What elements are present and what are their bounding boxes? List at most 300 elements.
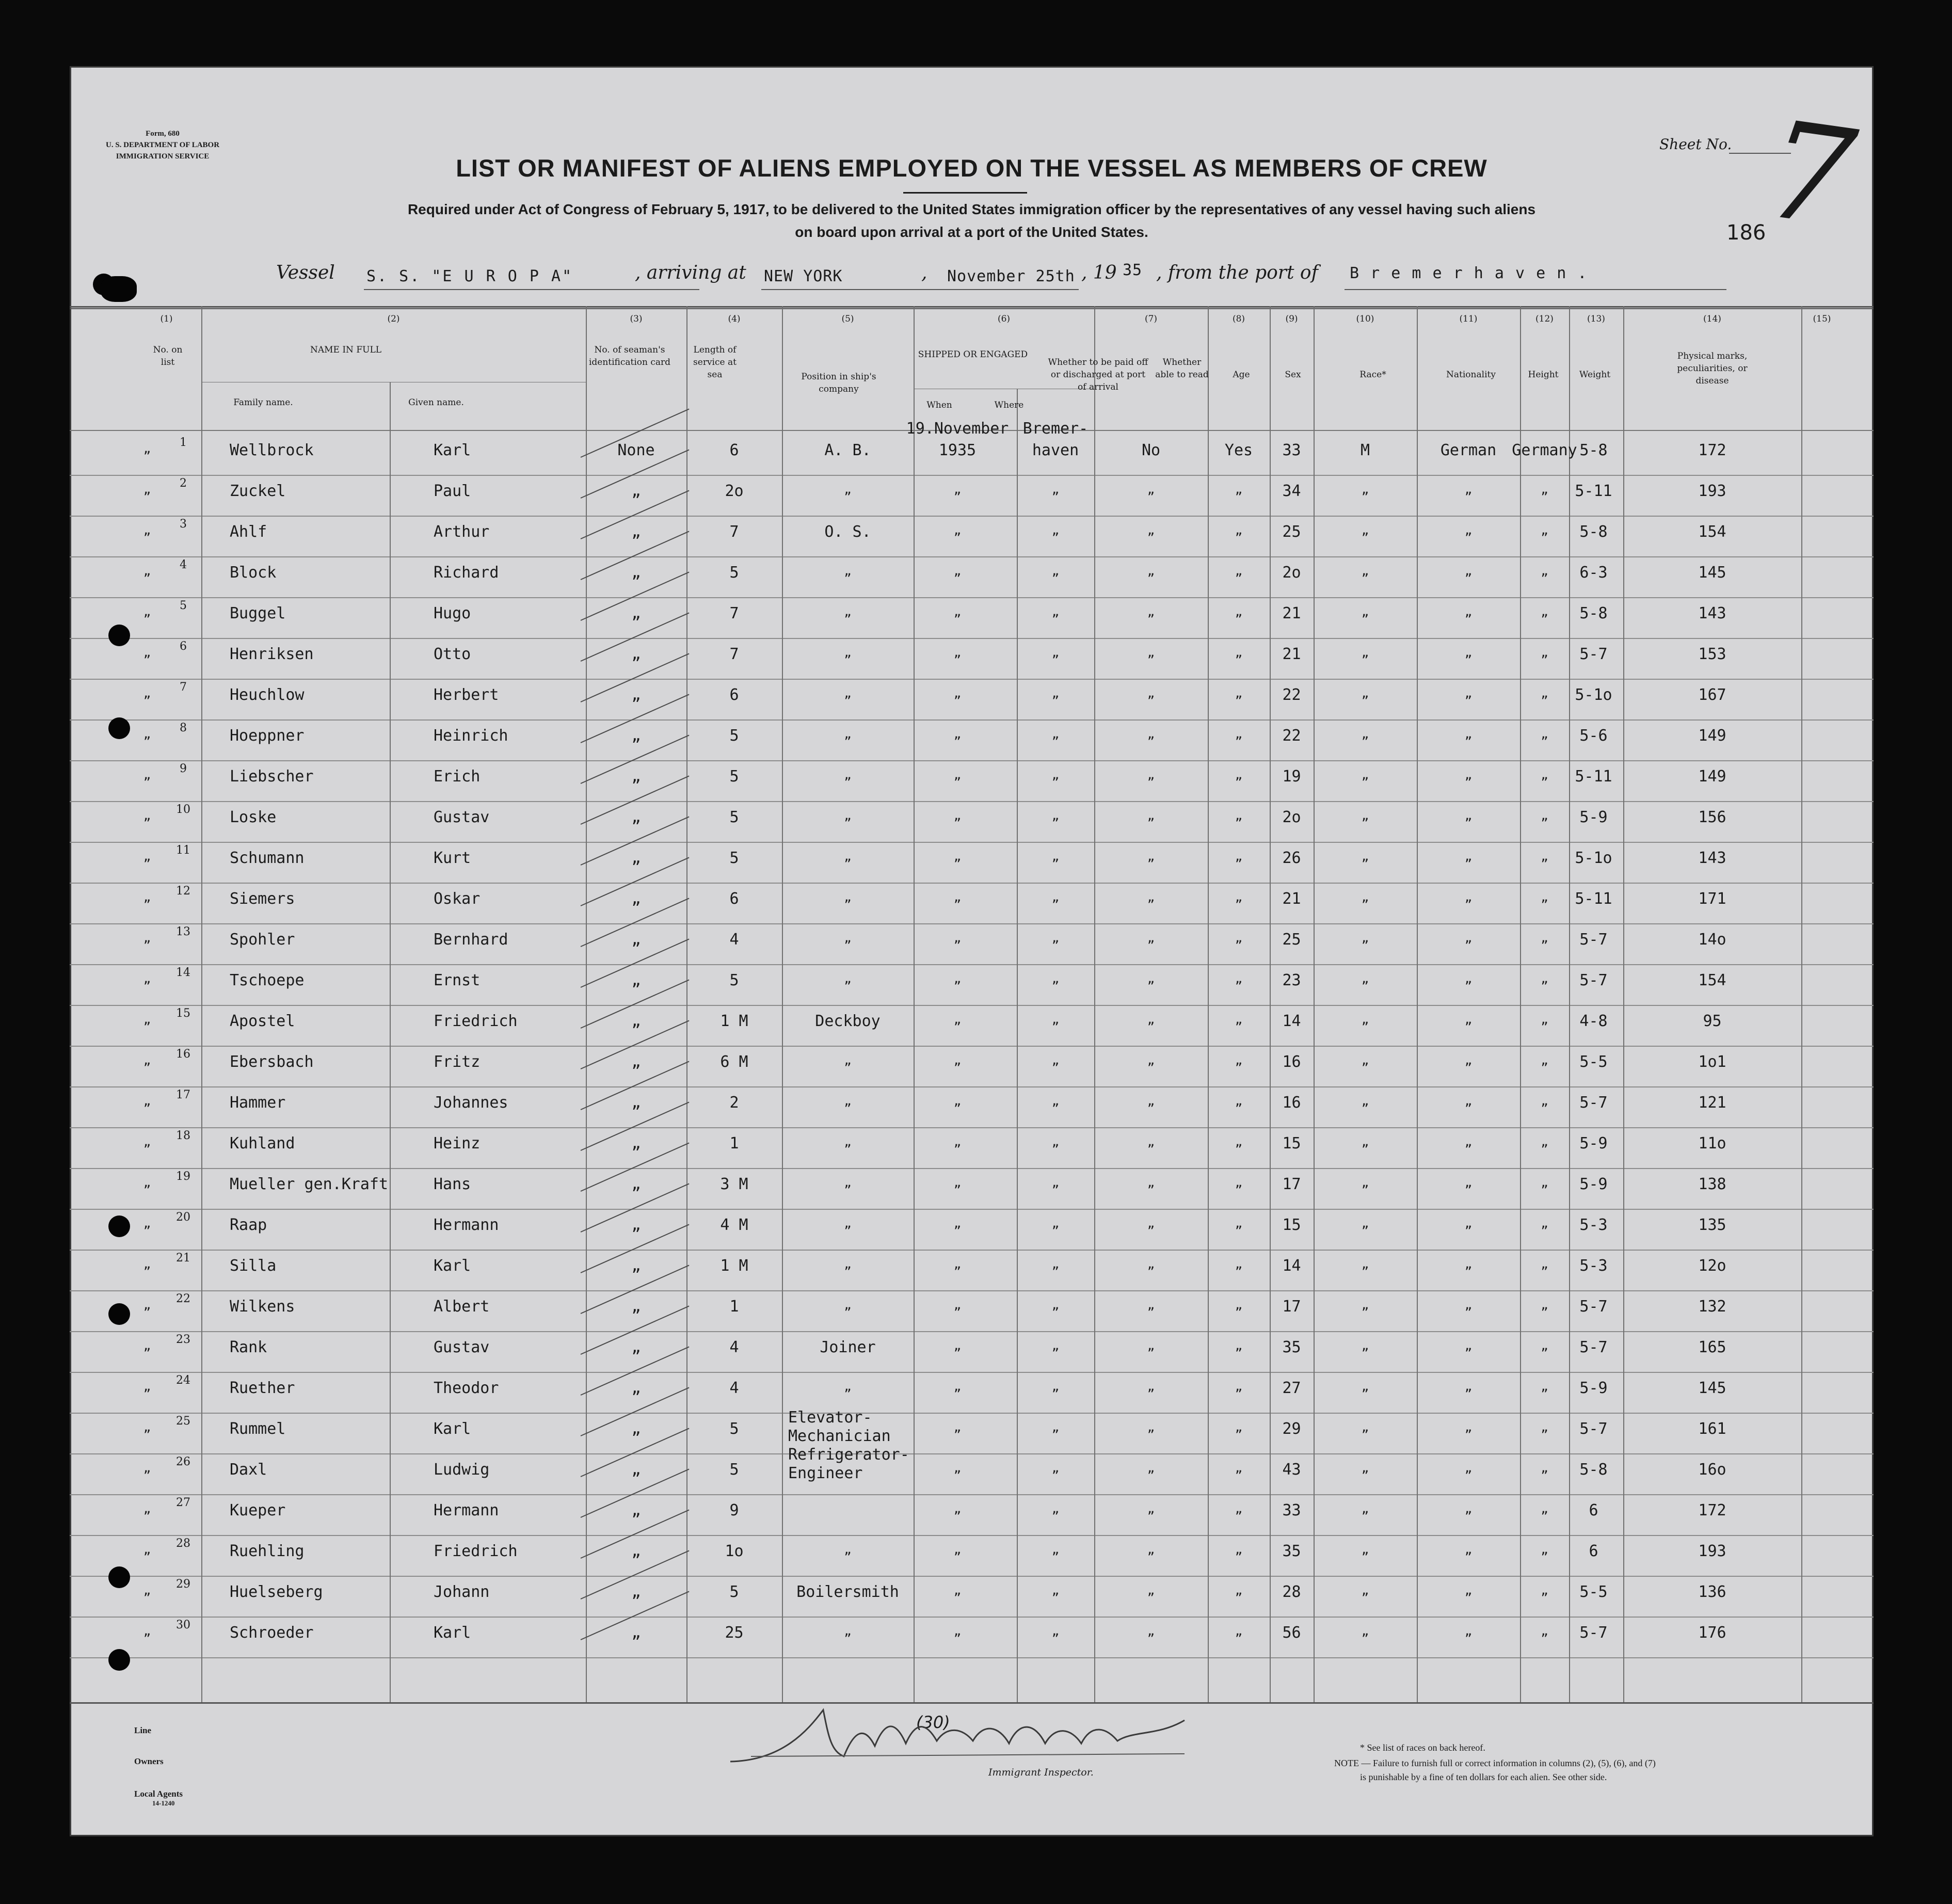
position-value: Joiner (820, 1338, 876, 1356)
physical-marks-ditto: „ (143, 1298, 151, 1312)
family-name: Block (230, 564, 277, 582)
inspector-signature (720, 1700, 1215, 1777)
ditto-mark: „ (1147, 1542, 1155, 1557)
ditto-mark: „ (1464, 1216, 1473, 1230)
row-number: 27 (176, 1496, 190, 1509)
ditto-mark: „ (1541, 890, 1548, 904)
height-value: 5-9 (1579, 808, 1608, 826)
ditto-mark: „ (1235, 1379, 1243, 1394)
ditto-mark: „ (953, 1216, 962, 1230)
given-name: Hugo (434, 604, 471, 622)
ditto-mark: „ (1361, 482, 1369, 497)
header-when: When (926, 400, 952, 410)
ditto-mark: „ (1235, 1175, 1243, 1190)
service-length: 1 (729, 1134, 739, 1153)
ditto-mark: „ (953, 604, 962, 619)
ditto-mark: „ (1464, 1338, 1473, 1353)
binder-hole (108, 1566, 130, 1588)
physical-marks-ditto: „ (143, 1501, 151, 1516)
footer-line-label: Line (134, 1725, 152, 1735)
ditto-mark: „ (1235, 1420, 1243, 1434)
age-value: 2o (1282, 808, 1301, 826)
position-ditto: „ (844, 564, 852, 578)
given-name: Kurt (434, 849, 471, 867)
fine-note-line-1: NOTE — Failure to furnish full or correct information in columns (2), (5), (6), and (7) (1334, 1758, 1656, 1768)
family-name: Wilkens (230, 1298, 295, 1316)
position-ditto: „ (844, 1216, 852, 1230)
physical-marks-ditto: „ (143, 808, 151, 823)
given-name: Ernst (434, 971, 481, 989)
position-ditto: „ (844, 808, 852, 823)
given-name: Karl (434, 1257, 471, 1275)
id-card-value: „ (631, 1461, 641, 1479)
service-length: 7 (729, 645, 739, 663)
ditto-mark: „ (1464, 1257, 1473, 1271)
ditto-mark: „ (1051, 1094, 1060, 1108)
binder-hole (108, 625, 130, 646)
ditto-mark: „ (1235, 971, 1243, 986)
column-number: (2) (387, 314, 400, 324)
service-length: 7 (729, 604, 739, 622)
ditto-mark: „ (1051, 849, 1060, 863)
row-rule (70, 1046, 1874, 1047)
service-length: 9 (729, 1501, 739, 1519)
id-card-value: „ (631, 523, 641, 541)
header-race: Race* (1359, 370, 1386, 380)
row-number: 23 (176, 1333, 190, 1346)
column-rule (1569, 306, 1570, 1702)
weight-value: 145 (1698, 564, 1726, 582)
family-name: Ruehling (230, 1542, 305, 1560)
given-name: Heinrich (434, 727, 508, 745)
comma-1: , (921, 262, 927, 283)
family-name: Hoeppner (230, 727, 305, 745)
ditto-mark: „ (1361, 1338, 1369, 1353)
id-card-value: „ (631, 1379, 641, 1397)
column-rule (1208, 306, 1209, 1702)
row-rule (70, 1331, 1874, 1332)
ditto-mark: „ (1361, 767, 1369, 782)
position-ditto: „ (844, 890, 852, 904)
ditto-mark: „ (1361, 808, 1369, 823)
ditto-mark: „ (1051, 523, 1060, 537)
weight-value: 149 (1698, 767, 1726, 786)
id-card-value: „ (631, 1094, 641, 1112)
column-number: (14) (1703, 314, 1721, 324)
ditto-mark: „ (1541, 1257, 1548, 1271)
physical-marks-ditto: „ (143, 564, 151, 578)
row-rule (70, 597, 1874, 598)
height-value: 5-9 (1579, 1134, 1608, 1153)
age-value: 25 (1282, 931, 1301, 949)
ditto-mark: „ (1541, 1053, 1548, 1067)
physical-marks-ditto: „ (143, 849, 151, 863)
column-rule (586, 306, 587, 1702)
physical-marks-ditto: „ (143, 1134, 151, 1149)
age-value: 33 (1282, 441, 1301, 459)
ditto-mark: „ (1361, 1053, 1369, 1067)
column-rule (1270, 306, 1271, 1702)
row-rule (70, 516, 1874, 517)
service-length: 5 (729, 564, 739, 582)
ditto-mark: „ (1051, 1298, 1060, 1312)
weight-value: 153 (1698, 645, 1726, 663)
ditto-mark: „ (1541, 564, 1548, 578)
column-rule (201, 306, 202, 1702)
header-shipped: SHIPPED OR ENGAGED (918, 349, 1028, 360)
ditto-mark: „ (953, 1053, 962, 1067)
family-name: Mueller gen.Kraft (230, 1175, 389, 1193)
service-length: 5 (729, 808, 739, 826)
ditto-mark: „ (1361, 523, 1369, 537)
given-name: Theodor (434, 1379, 499, 1397)
ditto-mark: „ (1147, 1216, 1155, 1230)
id-card-value: „ (631, 971, 641, 989)
ditto-mark: „ (953, 1134, 962, 1149)
ditto-mark: „ (1541, 971, 1548, 986)
service-length: 5 (729, 767, 739, 786)
column-number: (3) (630, 314, 643, 324)
column-rule (686, 306, 687, 1702)
row-rule (70, 719, 1874, 721)
height-value: 5-11 (1575, 890, 1612, 908)
ditto-mark: „ (1361, 727, 1369, 741)
height-value: 5-6 (1579, 727, 1608, 745)
ditto-mark: „ (1361, 1094, 1369, 1108)
given-name: Arthur (434, 523, 490, 541)
row-rule (70, 1168, 1874, 1169)
family-name: Tschoepe (230, 971, 305, 989)
age-value: 2o (1282, 564, 1301, 582)
position-ditto: „ (844, 1053, 852, 1067)
ditto-mark: „ (1235, 727, 1243, 741)
physical-marks-ditto: „ (143, 645, 151, 660)
weight-value: 154 (1698, 523, 1726, 541)
id-card-value: „ (631, 645, 641, 663)
family-name: Schumann (230, 849, 305, 867)
manifest-page (70, 66, 1874, 1836)
ditto-mark: „ (1051, 931, 1060, 945)
ditto-mark: „ (1361, 1542, 1369, 1557)
ditto-mark: „ (1361, 1134, 1369, 1149)
ditto-mark: „ (1541, 604, 1548, 619)
family-name: Ahlf (230, 523, 267, 541)
binder-hole (108, 717, 130, 739)
ditto-mark: „ (1051, 890, 1060, 904)
ditto-mark: „ (953, 482, 962, 497)
ditto-mark: „ (953, 1583, 962, 1597)
family-name: Daxl (230, 1461, 267, 1479)
family-name: Zuckel (230, 482, 286, 500)
able-to-read-value: Yes (1224, 441, 1253, 459)
ditto-mark: „ (1051, 808, 1060, 823)
ditto-mark: „ (1541, 1583, 1548, 1597)
ditto-mark: „ (1051, 645, 1060, 660)
ditto-mark: „ (1464, 849, 1473, 863)
ditto-mark: „ (1147, 808, 1155, 823)
height-value: 5-7 (1579, 971, 1608, 989)
column-number: (8) (1232, 314, 1245, 324)
column-rule (1417, 306, 1418, 1702)
family-name: Spohler (230, 931, 295, 949)
ditto-mark: „ (1464, 1053, 1473, 1067)
id-card-value: „ (631, 1134, 641, 1153)
ditto-mark: „ (1147, 1420, 1155, 1434)
ditto-mark: „ (1051, 1583, 1060, 1597)
binder-hole (101, 276, 137, 302)
row-rule (70, 638, 1874, 639)
from-port-label: , from the port of (1156, 262, 1318, 283)
row-rule (70, 1617, 1874, 1618)
ditto-mark: „ (1051, 1420, 1060, 1434)
given-name: Hans (434, 1175, 471, 1193)
ditto-mark: „ (1147, 1298, 1155, 1312)
age-value: 27 (1282, 1379, 1301, 1397)
from-port-underline (1345, 289, 1726, 290)
weight-value: 161 (1698, 1420, 1726, 1438)
row-rule (70, 475, 1874, 476)
age-value: 56 (1282, 1624, 1301, 1642)
age-value: 25 (1282, 523, 1301, 541)
given-name: Albert (434, 1298, 490, 1316)
id-card-value: „ (631, 849, 641, 867)
weight-value: 149 (1698, 727, 1726, 745)
physical-marks-ditto: „ (143, 441, 151, 456)
family-name: Schroeder (230, 1624, 314, 1642)
weight-value: 172 (1698, 441, 1726, 459)
ditto-mark: „ (1147, 971, 1155, 986)
service-length: 7 (729, 523, 739, 541)
vessel-name: S. S. "E U R O P A" (366, 267, 573, 285)
position-ditto: „ (844, 1542, 852, 1557)
age-value: 17 (1282, 1175, 1301, 1193)
ditto-mark: „ (1541, 767, 1548, 782)
age-value: 26 (1282, 849, 1301, 867)
service-name: IMMIGRATION SERVICE (116, 152, 210, 161)
arrival-port: NEW YORK (764, 267, 843, 285)
ditto-mark: „ (1541, 1298, 1548, 1312)
row-rule (70, 1413, 1874, 1414)
binder-hole (108, 1215, 130, 1237)
ditto-mark: „ (1464, 1583, 1473, 1597)
ditto-mark: „ (1541, 849, 1548, 863)
row-number: 20 (176, 1211, 190, 1224)
physical-marks-ditto: „ (143, 1257, 151, 1271)
ditto-mark: „ (953, 849, 962, 863)
header-where: Where (994, 400, 1024, 410)
age-value: 21 (1282, 645, 1301, 663)
ditto-mark: „ (1541, 1542, 1548, 1557)
age-value: 14 (1282, 1257, 1301, 1275)
position-ditto: „ (844, 971, 852, 986)
family-name: Apostel (230, 1012, 295, 1030)
service-length: 2o (725, 482, 744, 500)
ditto-mark: „ (1361, 686, 1369, 700)
service-length: 5 (729, 971, 739, 989)
given-name: Herbert (434, 686, 499, 704)
position-ditto: „ (844, 767, 852, 782)
physical-marks-ditto: „ (143, 1216, 151, 1230)
age-value: 21 (1282, 604, 1301, 622)
row-number: 17 (176, 1089, 190, 1101)
nationality-value: Germany (1512, 441, 1577, 459)
physical-marks-ditto: „ (143, 1094, 151, 1108)
ditto-mark: „ (1051, 604, 1060, 619)
row-number: 29 (176, 1578, 190, 1591)
row-rule (70, 1576, 1874, 1577)
column-number: (11) (1459, 314, 1478, 324)
position-ditto: „ (844, 1094, 852, 1108)
given-name: Johannes (434, 1094, 508, 1112)
ditto-mark: „ (1051, 1175, 1060, 1190)
ditto-mark: „ (1147, 1583, 1155, 1597)
ditto-mark: „ (1235, 604, 1243, 619)
ditto-mark: „ (1147, 564, 1155, 578)
ditto-mark: „ (953, 1175, 962, 1190)
row-number: 11 (176, 844, 190, 857)
family-name: Ruether (230, 1379, 295, 1397)
ditto-mark: „ (1464, 482, 1473, 497)
height-value: 6-3 (1579, 564, 1608, 582)
weight-value: 176 (1698, 1624, 1726, 1642)
column-rule (1094, 306, 1095, 1702)
ditto-mark: „ (1541, 727, 1548, 741)
id-card-value: „ (631, 1012, 641, 1030)
ditto-mark: „ (953, 523, 962, 537)
service-length: 4 (729, 931, 739, 949)
weight-value: 132 (1698, 1298, 1726, 1316)
family-name: Kuhland (230, 1134, 295, 1153)
position-ditto: „ (844, 1298, 852, 1312)
header-physical-marks: Physical marks, peculiarities, or disease (1677, 351, 1748, 386)
weight-value: 138 (1698, 1175, 1726, 1193)
age-value: 34 (1282, 482, 1301, 500)
ditto-mark: „ (1235, 1053, 1243, 1067)
height-value: 5-7 (1579, 1094, 1608, 1112)
ditto-mark: „ (1147, 1379, 1155, 1394)
ditto-mark: „ (1464, 727, 1473, 741)
age-value: 19 (1282, 767, 1301, 786)
row-number: 26 (176, 1455, 190, 1468)
physical-marks-ditto: „ (143, 1338, 151, 1353)
ditto-mark: „ (1361, 849, 1369, 863)
row-rule (70, 1209, 1874, 1210)
id-card-value: „ (631, 1338, 641, 1356)
height-value: 5-11 (1575, 767, 1612, 786)
header-nationality: Nationality (1446, 370, 1496, 380)
table-top-rule-2 (70, 308, 1874, 309)
row-rule (70, 1005, 1874, 1006)
height-value: 5-9 (1579, 1379, 1608, 1397)
position-value: A. B. (824, 441, 871, 459)
ditto-mark: „ (1051, 1542, 1060, 1557)
ditto-mark: „ (953, 727, 962, 741)
column-rule (1623, 306, 1624, 1702)
ditto-mark: „ (953, 1094, 962, 1108)
footer-agents-label: Local Agents (134, 1789, 183, 1799)
ditto-mark: „ (953, 767, 962, 782)
ditto-mark: „ (953, 564, 962, 578)
column-number: (5) (841, 314, 854, 324)
height-value: 5-7 (1579, 1338, 1608, 1356)
given-name: Johann (434, 1583, 490, 1601)
ditto-mark: „ (1147, 686, 1155, 700)
ditto-mark: „ (1361, 1379, 1369, 1394)
id-card-value: „ (631, 1053, 641, 1071)
physical-marks-ditto: „ (143, 1379, 151, 1394)
height-value: 5-7 (1579, 931, 1608, 949)
ditto-mark: „ (953, 1298, 962, 1312)
sheet-label: Sheet No. (1659, 136, 1732, 153)
header-id-card: No. of seaman's identification card (588, 345, 671, 367)
weight-value: 135 (1698, 1216, 1726, 1234)
row-rule (70, 679, 1874, 680)
given-name: Hermann (434, 1501, 499, 1519)
age-value: 29 (1282, 1420, 1301, 1438)
ditto-mark: „ (1361, 1461, 1369, 1475)
ditto-mark: „ (1235, 686, 1243, 700)
family-name: Loske (230, 808, 277, 826)
ditto-mark: „ (1235, 1012, 1243, 1027)
id-card-value: None (617, 441, 655, 459)
ditto-mark: „ (1235, 482, 1243, 497)
age-value: 22 (1282, 727, 1301, 745)
id-card-value: „ (631, 1298, 641, 1316)
ditto-mark: „ (1464, 1298, 1473, 1312)
family-name: Rummel (230, 1420, 286, 1438)
row-rule (70, 1494, 1874, 1495)
row-number: 6 (180, 640, 187, 653)
row-number: 10 (176, 803, 190, 816)
physical-marks-ditto: „ (143, 767, 151, 782)
row-number: 13 (176, 925, 190, 938)
given-name: Erich (434, 767, 481, 786)
ditto-mark: „ (1541, 523, 1548, 537)
ditto-mark: „ (1235, 1298, 1243, 1312)
row-number: 3 (180, 518, 187, 531)
row-number: 2 (180, 477, 187, 490)
ditto-mark: „ (1051, 686, 1060, 700)
height-value: 4-8 (1579, 1012, 1608, 1030)
row-rule (70, 1290, 1874, 1291)
ditto-mark: „ (1464, 890, 1473, 904)
id-card-value: „ (631, 931, 641, 949)
service-length: 6 M (720, 1053, 748, 1071)
ditto-mark: „ (1051, 767, 1060, 782)
position-value: O. S. (824, 523, 871, 541)
ditto-mark: „ (1541, 1501, 1548, 1516)
shipped-where: Bremer- (1022, 420, 1089, 438)
ditto-mark: „ (1464, 931, 1473, 945)
service-length: 5 (729, 1420, 739, 1438)
column-rule (1314, 306, 1315, 1702)
ditto-mark: „ (953, 1012, 962, 1027)
service-length: 6 (729, 441, 739, 459)
ditto-mark: „ (1147, 1053, 1155, 1067)
weight-value: 121 (1698, 1094, 1726, 1112)
physical-marks-ditto: „ (143, 931, 151, 945)
physical-marks-ditto: „ (143, 1053, 151, 1067)
column-rule (1520, 306, 1521, 1702)
row-rule (70, 760, 1874, 761)
service-length: 1 M (720, 1012, 748, 1030)
ditto-mark: „ (1235, 767, 1243, 782)
weight-value: 1o1 (1698, 1053, 1726, 1071)
ditto-mark: „ (1361, 1012, 1369, 1027)
physical-marks-ditto: „ (143, 727, 151, 741)
ditto-mark: „ (953, 1338, 962, 1353)
physical-marks-ditto: „ (143, 971, 151, 986)
